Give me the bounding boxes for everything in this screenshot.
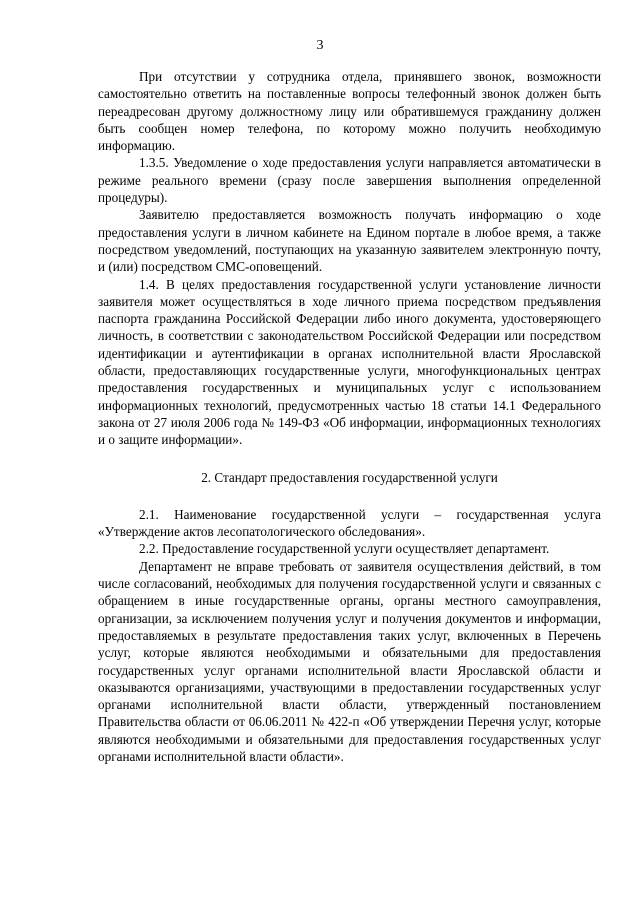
paragraph: 2.2. Предоставление государственной услуги осуществляет департамент.	[139, 541, 550, 557]
paragraph: 1.4. В целях предоставления государственной услуги установление личности заявителя может осуществляться в ходе личного приема посредством предъявления паспорта гражданина Российской Федерации либо иного документа, удостоверяющего личность, в соответствии с законодательством Российской Федерации или посредством идентификации и аутентификации в органах исполнительной власти Ярославской области, предоставляющих государственные услуги, многофункциональных центрах предоставления государственных и муниципальных услуг с использованием информационных технологий, предусмотренных частью 18 статьи 14.1 Федерального закона от 27 июля 2006 года № 149-ФЗ «Об информации, информационных технологиях и о защите информации».	[98, 276, 601, 448]
paragraph: 2.1. Наименование государственной услуги – государственная услуга «Утверждение актов лесопатологического обследования».	[98, 506, 601, 540]
paragraph: Департамент не вправе требовать от заявителя осуществления действий, в том числе согласований, необходимых для получения государственной услуги и связанных с обращением в иные государственные органы, органы местного самоуправления, организации, за исключением получения услуг и получения документов и информации, предоставляемых в результате предоставления таких услуг, включенных в Перечень услуг, которые являются необходимыми и обязательными для предоставления государственных услуг органами исполнительной власти Ярославской области и оказываются организациями, участвующими в предоставлении государственных услуг органами исполнительной власти области, утвержденный постановлением Правительства области от 06.06.2011 № 422-п «Об утверждении Перечня услуг, которые являются необходимыми и обязательными для предоставления государственных услуг органами исполнительной власти области».	[98, 558, 601, 764]
section-heading: 2. Стандарт предоставления государственной услуги	[201, 469, 498, 485]
paragraph: 1.3.5. Уведомление о ходе предоставления услуги направляется автоматически в режиме реального времени (сразу после завершения выполнения определенной процедуры).	[98, 155, 601, 206]
paragraph: При отсутствии у сотрудника отдела, принявшего звонок, возможности самостоятельно ответить на поставленные вопросы телефонный звонок должен быть переадресован другому должностному лицу или обратившемуся гражданину должен быть сообщен номер телефона, по которому можно получить необходимую информацию.	[98, 69, 601, 154]
page-number: 3	[316, 38, 324, 53]
document-body	[98, 68, 601, 765]
paragraph: Заявителю предоставляется возможность получать информацию о ходе предоставления услуги в личном кабинете на Едином портале в любое время, а также посредством уведомлений, поступающих на указанную заявителем электронную почту, и (или) посредством СМС-оповещений.	[98, 207, 601, 275]
